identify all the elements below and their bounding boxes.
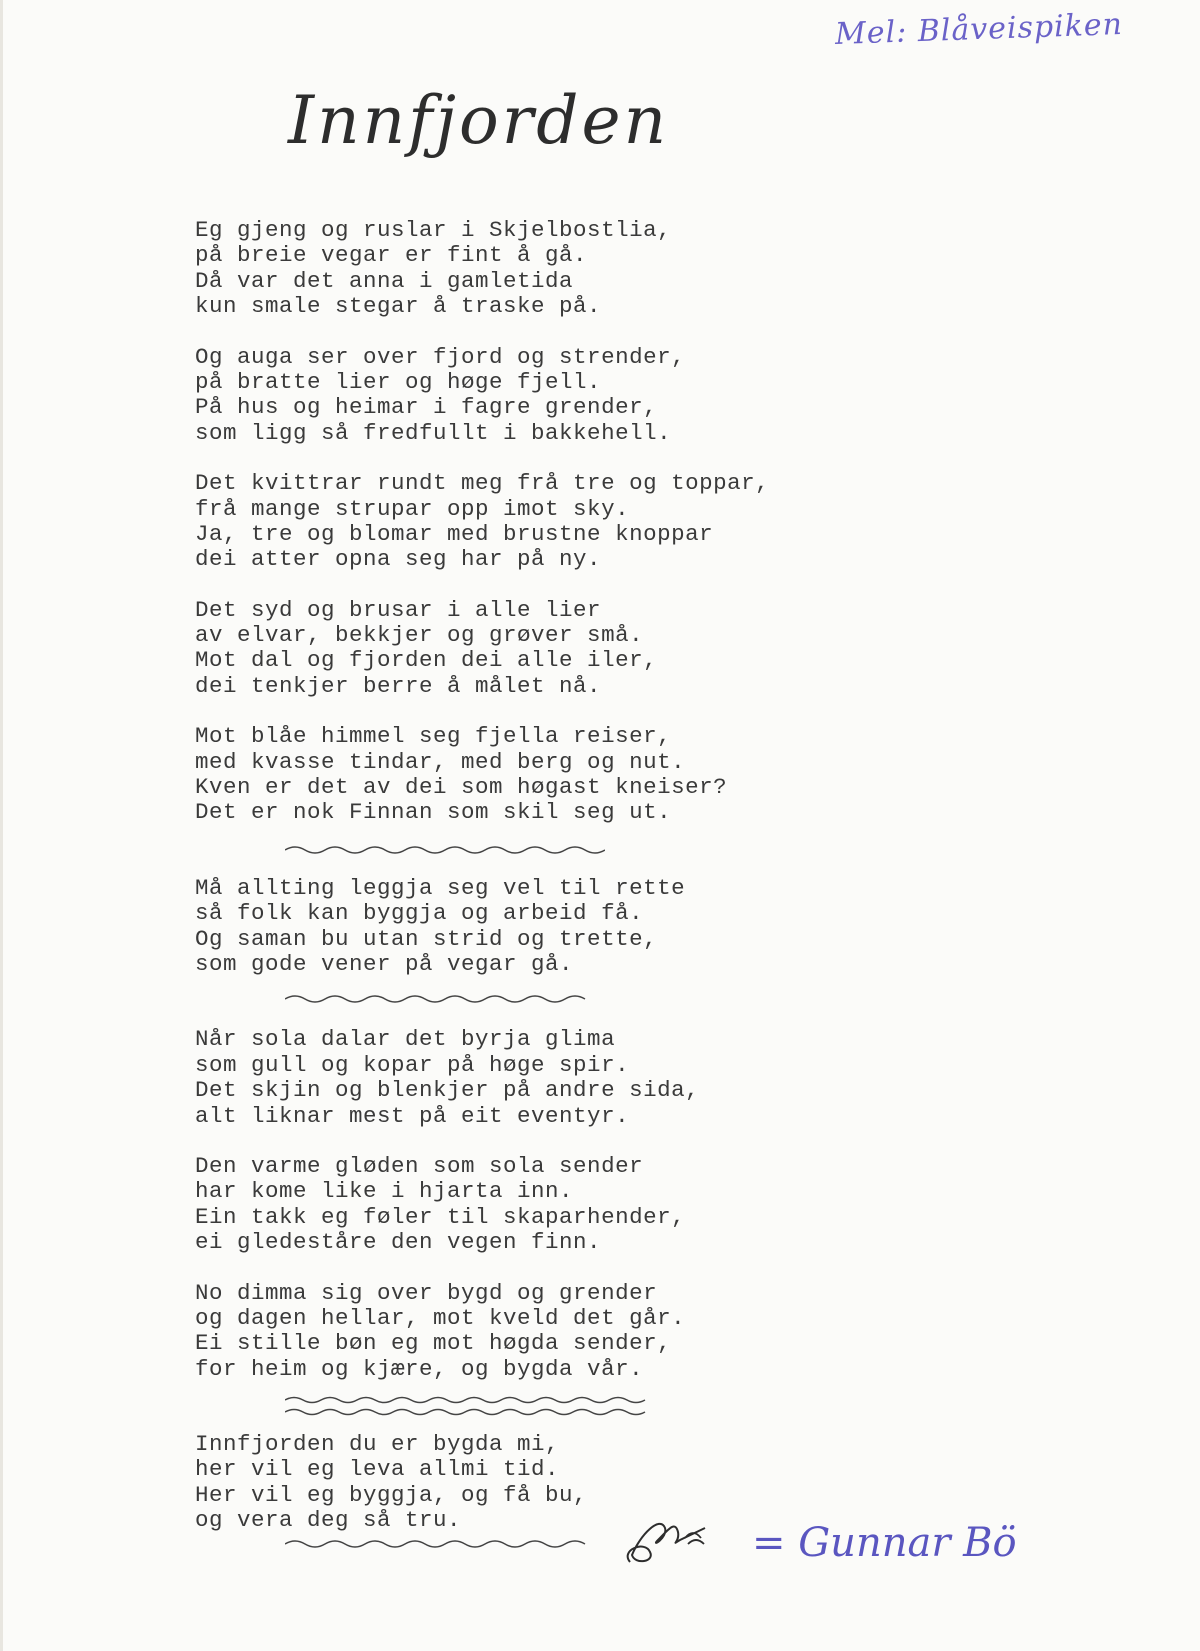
poem-line: frå mange strupar opp imot sky. bbox=[195, 495, 630, 522]
poem-line: alt liknar mest på eit eventyr. bbox=[195, 1102, 630, 1129]
poem-line: På hus og heimar i fagre grender, bbox=[195, 394, 658, 421]
poem-line: som gull og kopar på høge spir. bbox=[195, 1051, 630, 1078]
poem-line: Ei stille bøn eg mot høgda sender, bbox=[195, 1330, 672, 1357]
poem-line: Og auga ser over fjord og strender, bbox=[195, 343, 686, 370]
poem-line: Eg gjeng og ruslar i Skjelbostlia, bbox=[195, 217, 672, 243]
poem-line: kun smale stegar å traske på. bbox=[195, 293, 602, 320]
page-edge bbox=[0, 0, 3, 1651]
poem-line: Det skjin og blenkjer på andre sida, bbox=[195, 1077, 700, 1104]
poem-line: og dagen hellar, mot kveld det går. bbox=[195, 1304, 686, 1331]
poem-line: Ein takk eg føler til skaparhender, bbox=[195, 1203, 686, 1230]
poem-line: Mot dal og fjorden dei alle iler, bbox=[195, 647, 658, 674]
author-note: = Gunnar Bö bbox=[752, 1520, 1017, 1566]
wavy-divider bbox=[195, 826, 1095, 876]
poem-body bbox=[195, 218, 1095, 1584]
stanza bbox=[195, 1027, 1095, 1129]
poem-line: Det er nok Finnan som skil seg ut. bbox=[195, 799, 672, 826]
poem-line: Det kvittrar rundt meg frå tre og toppar, bbox=[195, 470, 770, 497]
poem-line: av elvar, bekkjer og grøver små. bbox=[195, 622, 644, 649]
poem-line: så folk kan byggja og arbeid få. bbox=[195, 900, 644, 927]
stanza bbox=[195, 471, 1095, 573]
wavy-divider bbox=[195, 977, 1095, 1027]
poem-title: Innfjorden bbox=[288, 82, 670, 159]
poem-line: Her vil eg byggja, og få bu, bbox=[195, 1481, 588, 1508]
stanza bbox=[195, 598, 1095, 700]
stanza bbox=[195, 1281, 1095, 1383]
wavy-divider bbox=[195, 1382, 1095, 1432]
poem-line: på bratte lier og høge fjell. bbox=[195, 368, 602, 395]
stanza bbox=[195, 876, 1095, 978]
poem-line: dei atter opna seg har på ny. bbox=[195, 546, 602, 573]
poem-line: No dimma sig over bygd og grender bbox=[195, 1279, 658, 1306]
poem-line: med kvasse tindar, med berg og nut. bbox=[195, 748, 686, 775]
poem-line: har kome like i hjarta inn. bbox=[195, 1178, 574, 1205]
stanza bbox=[195, 218, 1095, 320]
poem-line: ei gledeståre den vegen finn. bbox=[195, 1229, 602, 1256]
poem-line: og vera deg så tru. bbox=[195, 1507, 462, 1534]
poem-line: for heim og kjære, og bygda vår. bbox=[195, 1355, 644, 1382]
poem-line: her vil eg leva allmi tid. bbox=[195, 1456, 560, 1483]
poem-line: Mot blåe himmel seg fjella reiser, bbox=[195, 723, 672, 750]
melody-annotation: Mel: Blåveispiken bbox=[834, 6, 1124, 53]
poem-line: Og saman bu utan strid og trette, bbox=[195, 925, 658, 952]
poem-line: Kven er det av dei som høgast kneiser? bbox=[195, 774, 728, 801]
poem-line: Når sola dalar det byrja glima bbox=[195, 1026, 616, 1053]
poem-line: Det syd og brusar i alle lier bbox=[195, 596, 602, 623]
poem-line: dei tenkjer berre å målet nå. bbox=[195, 672, 602, 699]
poem-line: som gode vener på vegar gå. bbox=[195, 950, 574, 977]
poem-line: Då var det anna i gamletida bbox=[195, 267, 574, 294]
stanza bbox=[195, 724, 1095, 826]
poem-line: på breie vegar er fint å gå. bbox=[195, 242, 588, 269]
stanza bbox=[195, 345, 1095, 447]
stanza bbox=[195, 1154, 1095, 1256]
poem-line: Den varme gløden som sola sender bbox=[195, 1152, 644, 1179]
poem-line: Må allting leggja seg vel til rette bbox=[195, 874, 686, 901]
poem-line: som ligg så fredfullt i bakkehell. bbox=[195, 419, 672, 446]
poem-line: Ja, tre og blomar med brustne knoppar bbox=[195, 520, 714, 547]
poem-line: Innfjorden du er bygda mi, bbox=[195, 1431, 560, 1458]
handwritten-signature bbox=[620, 1510, 730, 1575]
